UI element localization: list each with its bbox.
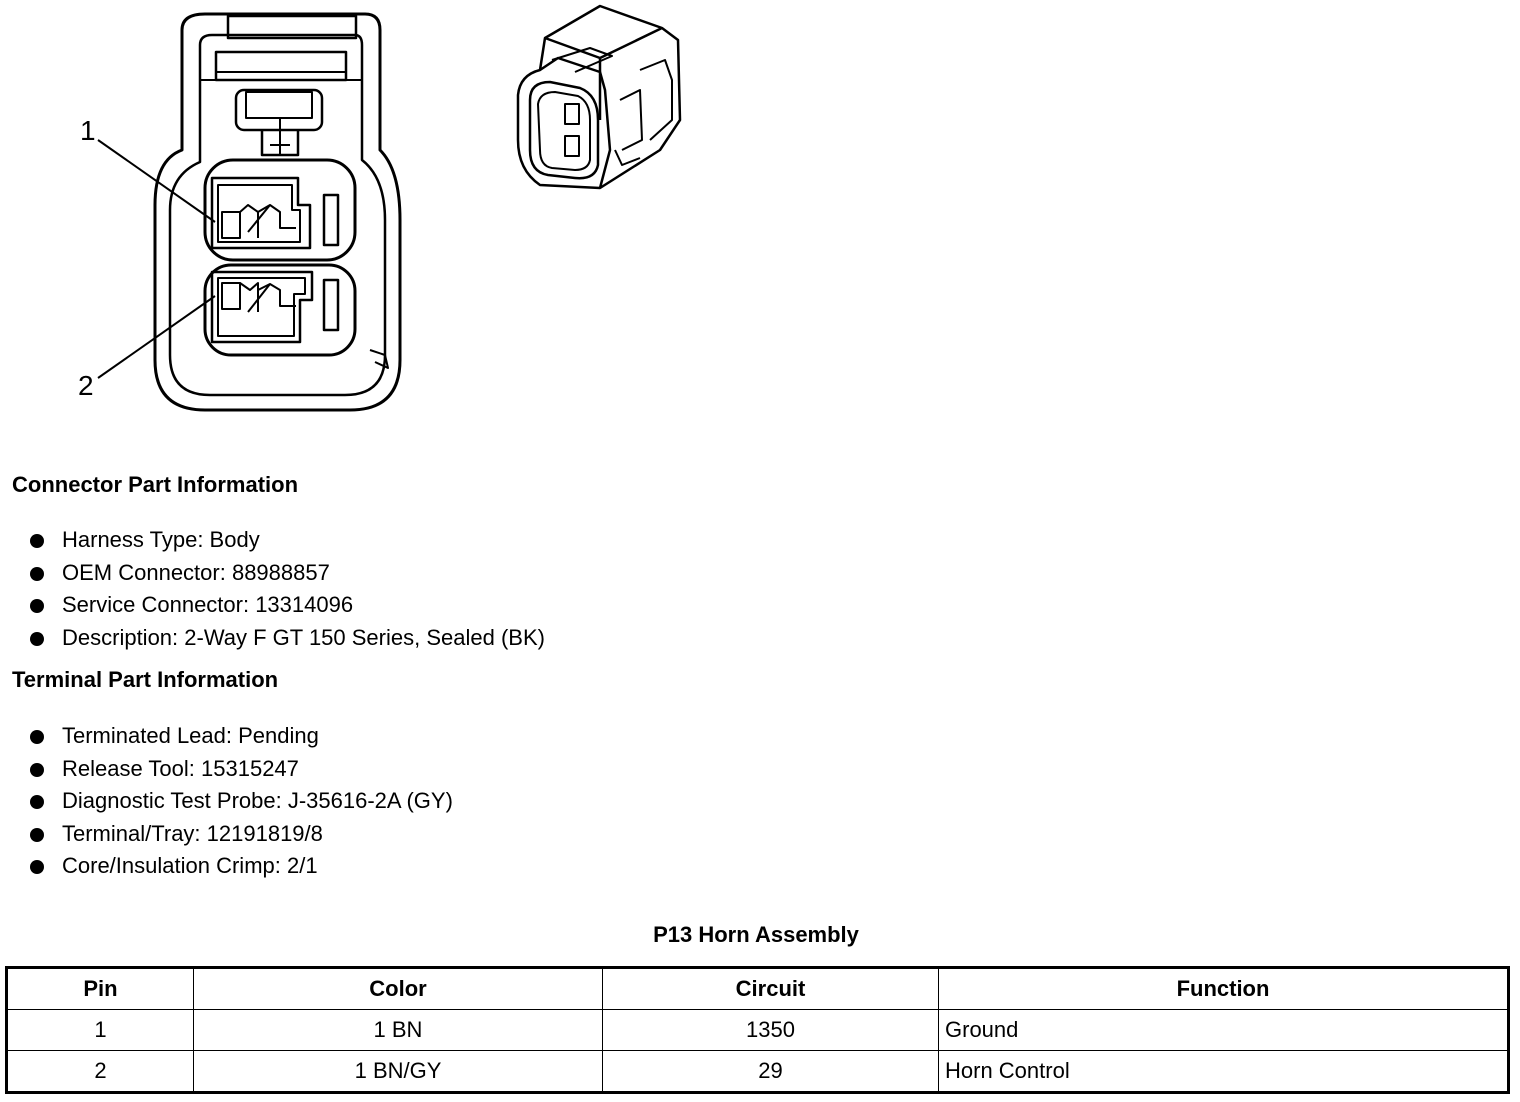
- terminal-part-info-title: Terminal Part Information: [12, 667, 279, 692]
- list-item: Terminal/Tray: 12191819/8: [28, 818, 453, 851]
- bullet-icon: [30, 599, 44, 613]
- pin-table: [5, 966, 1510, 1094]
- cell-circuit: 1350: [603, 1010, 939, 1051]
- cell-color: 1 BN/GY: [194, 1051, 603, 1093]
- table-row: [7, 1010, 1509, 1051]
- bullet-icon: [30, 763, 44, 777]
- column-header-color: Color: [194, 968, 603, 1010]
- list-item: Release Tool: 15315247: [28, 753, 453, 786]
- cell-function: Ground: [939, 1010, 1509, 1051]
- list-item: Service Connector: 13314096: [28, 589, 545, 622]
- column-header-function: Function: [939, 968, 1509, 1010]
- table-row: [7, 1051, 1509, 1093]
- cell-circuit: 29: [603, 1051, 939, 1093]
- bullet-icon: [30, 567, 44, 581]
- pin-2-label: 2: [78, 370, 94, 401]
- pin-1-label: 1: [80, 115, 96, 146]
- connector-part-info-list: [28, 524, 545, 654]
- cell-color: 1 BN: [194, 1010, 603, 1051]
- table-header-row: [7, 968, 1509, 1010]
- bullet-icon: [30, 795, 44, 809]
- list-item: Diagnostic Test Probe: J-35616-2A (GY): [28, 785, 453, 818]
- bullet-icon: [30, 632, 44, 646]
- list-item: OEM Connector: 88988857: [28, 557, 545, 590]
- terminal-part-info-list: [28, 720, 453, 883]
- bullet-icon: [30, 828, 44, 842]
- cell-function: Horn Control: [939, 1051, 1509, 1093]
- list-item: Core/Insulation Crimp: 2/1: [28, 850, 453, 883]
- connector-perspective-view: [518, 6, 680, 188]
- bullet-icon: [30, 730, 44, 744]
- pin-table-title: P13 Horn Assembly: [653, 922, 859, 947]
- bullet-icon: [30, 534, 44, 548]
- connector-diagram: [0, 0, 720, 430]
- column-header-circuit: Circuit: [603, 968, 939, 1010]
- list-item: Harness Type: Body: [28, 524, 545, 557]
- cell-pin: 2: [7, 1051, 194, 1093]
- connector-part-info-title: Connector Part Information: [12, 472, 299, 497]
- list-item: Description: 2-Way F GT 150 Series, Sealed (BK): [28, 622, 545, 655]
- bullet-icon: [30, 860, 44, 874]
- list-item: Terminated Lead: Pending: [28, 720, 453, 753]
- connector-face-view: [155, 14, 400, 410]
- cell-pin: 1: [7, 1010, 194, 1051]
- column-header-pin: Pin: [7, 968, 194, 1010]
